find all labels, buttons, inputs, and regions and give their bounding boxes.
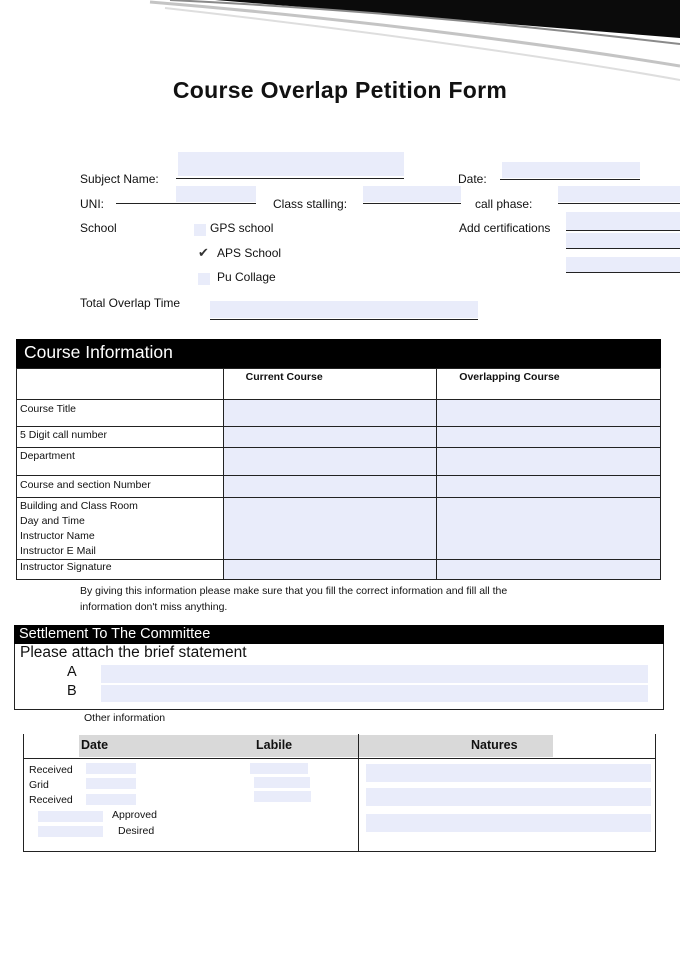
settlement-box xyxy=(14,644,664,710)
other-row-grid: Grid xyxy=(29,779,49,791)
current-section-number-cell[interactable] xyxy=(223,476,437,498)
call-phase-field[interactable] xyxy=(558,186,680,202)
current-course-title-cell[interactable] xyxy=(223,400,437,427)
certification-field-3[interactable] xyxy=(566,257,680,272)
natures-field-1[interactable] xyxy=(366,764,651,782)
subject-name-underline xyxy=(176,178,404,179)
other-info-table xyxy=(23,734,656,852)
gps-school-label: GPS school xyxy=(210,221,274,235)
table-row xyxy=(17,560,661,580)
current-call-number-cell[interactable] xyxy=(223,427,437,448)
labile-field-2[interactable] xyxy=(254,777,310,788)
row-label-course-title: Course Title xyxy=(17,400,224,427)
school-label: School xyxy=(80,221,117,235)
certification-underline-3 xyxy=(566,272,680,273)
uni-label: UNI: xyxy=(80,197,104,211)
settlement-item-a-label: A xyxy=(67,664,77,680)
course-info-note-line1: By giving this information please make sure that you fill the correct information and fill all the xyxy=(80,585,508,597)
settlement-title: Settlement To The Committee xyxy=(19,626,211,642)
other-row-received-2: Received xyxy=(29,794,73,806)
overlapping-signature-cell[interactable] xyxy=(437,560,661,580)
received-date-field[interactable] xyxy=(86,763,136,774)
other-header-date: Date xyxy=(81,738,109,752)
settlement-item-b-field[interactable] xyxy=(101,685,648,702)
uni-underline xyxy=(116,203,256,204)
call-phase-label: call phase: xyxy=(475,197,533,211)
overlapping-course-title-cell[interactable] xyxy=(437,400,661,427)
class-stalling-label: Class stalling: xyxy=(273,197,348,211)
other-row-received-1: Received xyxy=(29,764,73,776)
row-label-instructor-email: Instructor E Mail xyxy=(20,545,96,557)
date-field[interactable] xyxy=(502,162,640,178)
settlement-instruction: Please attach the brief statement xyxy=(20,644,247,661)
course-info-table xyxy=(16,368,661,580)
overlapping-department-cell[interactable] xyxy=(437,448,661,476)
settlement-item-b-label: B xyxy=(67,683,77,699)
row-label-department: Department xyxy=(17,448,224,476)
other-row-desired: Desired xyxy=(118,825,155,837)
table-row xyxy=(17,476,661,498)
table-row xyxy=(17,400,661,427)
other-information-label: Other information xyxy=(84,712,166,724)
other-header-left-bg xyxy=(79,735,358,757)
other-header-natures: Natures xyxy=(471,738,518,752)
received-date-field-2[interactable] xyxy=(86,794,136,805)
overlapping-course-header: Overlapping Course xyxy=(437,369,661,400)
other-row-approved: Approved xyxy=(112,809,157,821)
course-info-header-row xyxy=(17,369,661,400)
current-signature-cell[interactable] xyxy=(223,560,437,580)
desired-field[interactable] xyxy=(38,826,103,837)
row-label-instructor-signature: Instructor Signature xyxy=(17,560,224,580)
other-table-left-border xyxy=(23,734,24,852)
gps-school-checkbox[interactable] xyxy=(194,224,206,236)
other-header-labile: Labile xyxy=(256,738,293,752)
labile-field-3[interactable] xyxy=(254,791,311,802)
current-department-cell[interactable] xyxy=(223,448,437,476)
table-row xyxy=(17,427,661,448)
natures-field-2[interactable] xyxy=(366,788,651,806)
natures-field-3[interactable] xyxy=(366,814,651,832)
uni-field[interactable] xyxy=(176,186,256,202)
subject-name-label: Subject Name: xyxy=(80,172,159,186)
grid-date-field[interactable] xyxy=(86,778,136,789)
current-course-header: Current Course xyxy=(223,369,437,400)
current-details-cell[interactable] xyxy=(223,498,437,560)
row-label-day-time: Day and Time xyxy=(20,515,85,527)
call-phase-underline xyxy=(558,203,680,204)
add-certifications-label: Add certifications xyxy=(459,221,551,235)
row-label-instructor-name: Instructor Name xyxy=(20,530,95,542)
settlement-item-a-field[interactable] xyxy=(101,665,648,683)
certification-underline-2 xyxy=(566,248,680,249)
other-table-header-divider xyxy=(23,758,656,759)
certification-field-2[interactable] xyxy=(566,233,680,248)
row-label-details xyxy=(17,498,224,560)
class-stalling-field[interactable] xyxy=(363,186,461,202)
total-overlap-time-label: Total Overlap Time xyxy=(80,296,181,310)
certification-underline-1 xyxy=(566,230,680,231)
pu-collage-label: Pu Collage xyxy=(217,270,276,284)
table-row xyxy=(17,448,661,476)
date-label: Date: xyxy=(458,172,487,186)
row-label-building: Building and Class Room xyxy=(20,500,138,512)
certification-field-1[interactable] xyxy=(566,212,680,230)
settlement-header-bar xyxy=(14,625,664,644)
subject-name-field[interactable] xyxy=(178,152,404,176)
overlapping-section-number-cell[interactable] xyxy=(437,476,661,498)
form-title: Course Overlap Petition Form xyxy=(172,77,508,103)
other-table-right-border xyxy=(655,734,656,852)
class-stalling-underline xyxy=(363,203,461,204)
other-table-bottom-border xyxy=(23,851,656,852)
table-row xyxy=(17,498,661,560)
labile-field-1[interactable] xyxy=(250,763,308,774)
overlapping-details-cell[interactable] xyxy=(437,498,661,560)
total-overlap-time-field[interactable] xyxy=(210,301,478,318)
course-info-title: Course Information xyxy=(24,342,173,362)
approved-field[interactable] xyxy=(38,811,103,822)
row-label-call-number: 5 Digit call number xyxy=(17,427,224,448)
aps-school-checkbox-checked[interactable]: ✔ xyxy=(198,245,209,260)
course-info-corner-cell xyxy=(17,369,224,400)
date-underline xyxy=(500,179,640,180)
course-info-note-line2: information don't miss anything. xyxy=(80,601,228,613)
course-info-header-bar xyxy=(16,339,661,368)
pu-collage-checkbox[interactable] xyxy=(198,273,210,285)
aps-school-label: APS School xyxy=(217,246,282,260)
total-overlap-time-underline xyxy=(210,319,478,320)
other-header-right-bg xyxy=(359,735,553,757)
header-swoosh xyxy=(0,0,680,85)
row-label-section-number: Course and section Number xyxy=(17,476,224,498)
overlapping-call-number-cell[interactable] xyxy=(437,427,661,448)
